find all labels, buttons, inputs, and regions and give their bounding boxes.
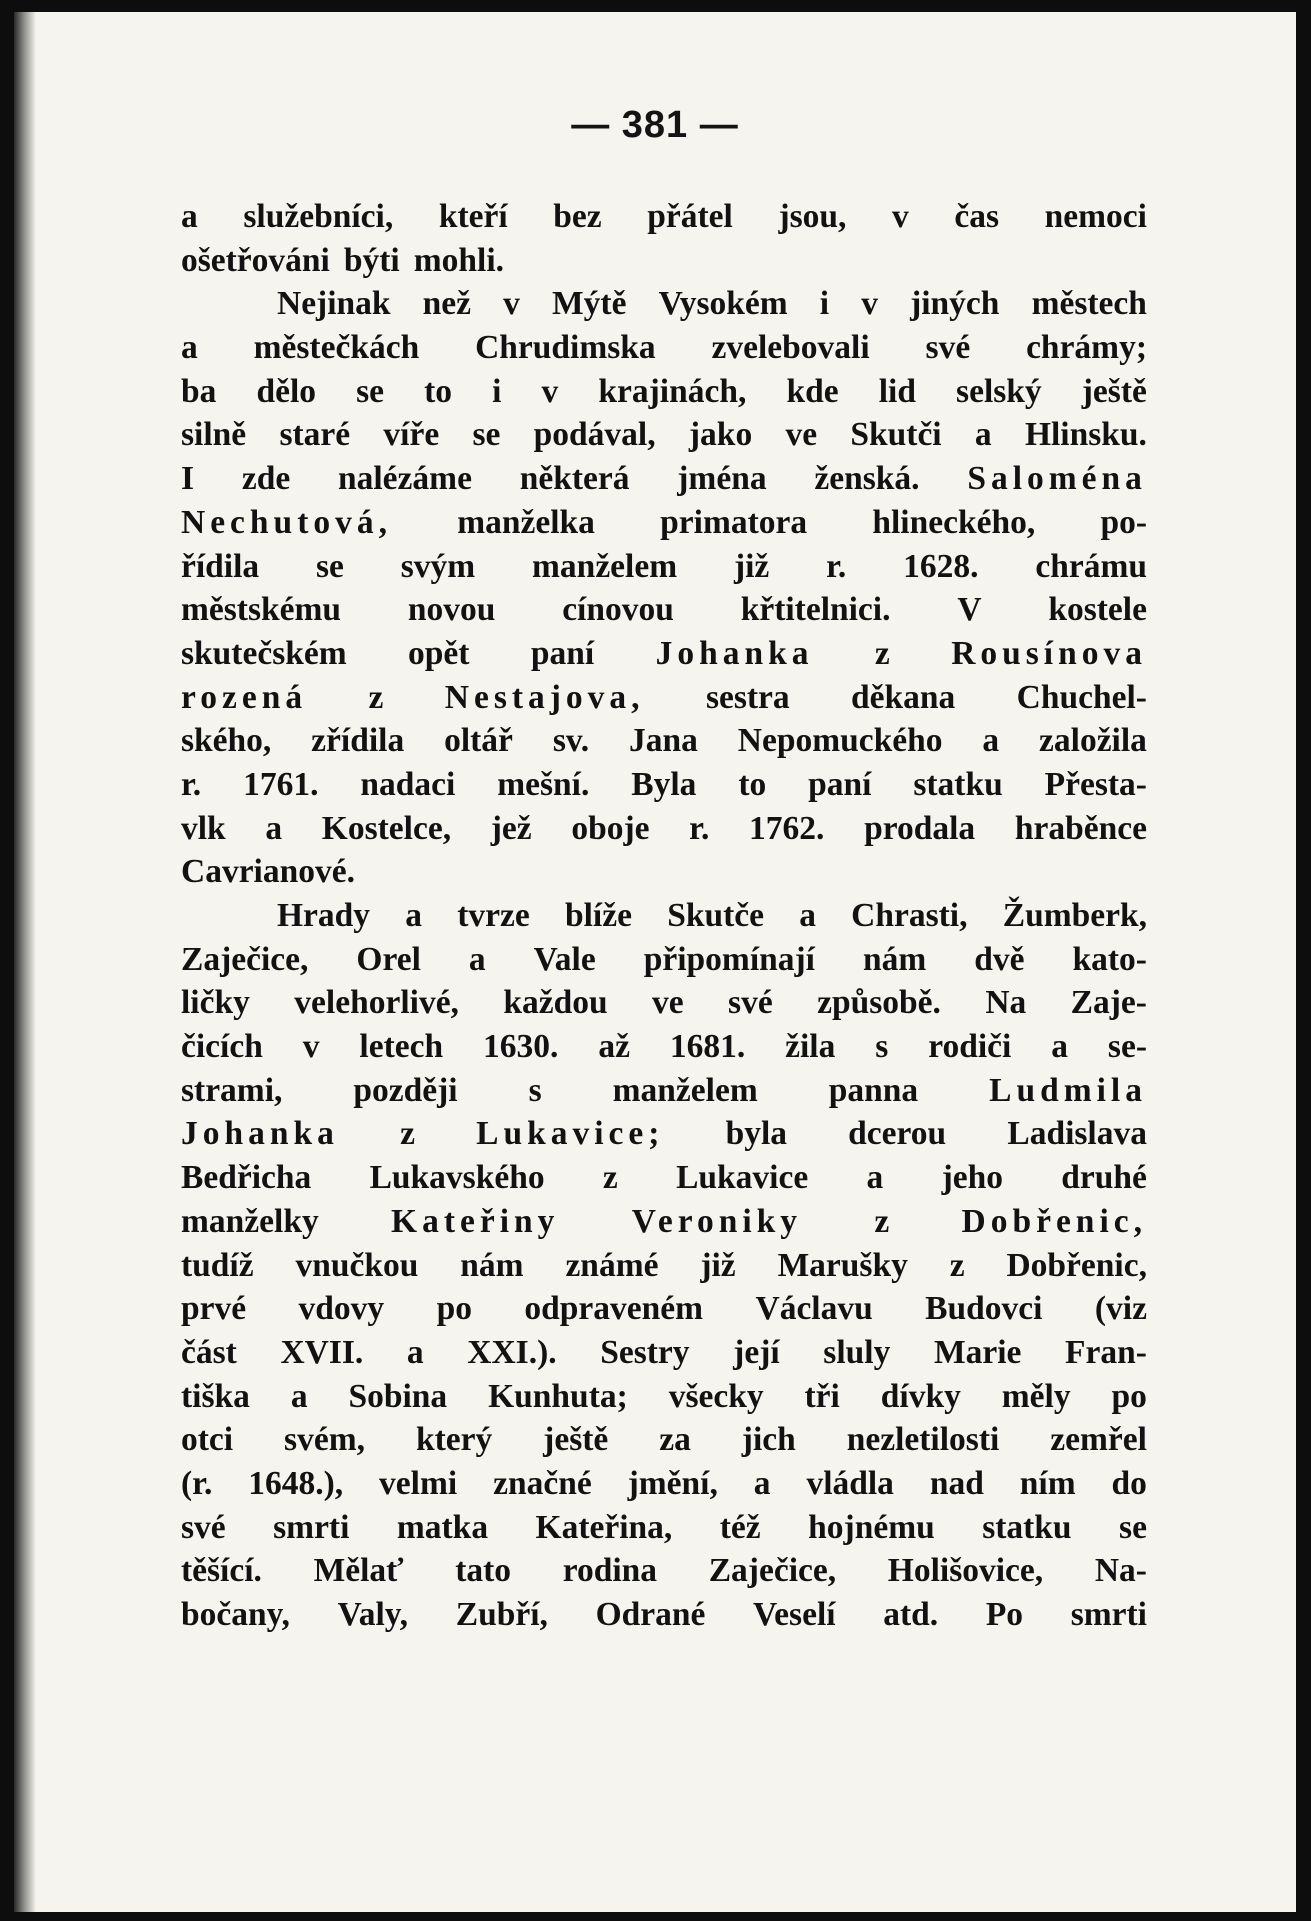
text-line: ského, zřídila oltář sv. Jana Nepomuckého a založila [181, 722, 1147, 760]
text-line: část XVII. a XXI.). Sestry její sluly Marie Fran- [181, 1333, 1147, 1371]
text-line: řídila se svým manželem již r. 1628. chrámu [181, 547, 1147, 585]
text-line: a služebníci, kteří bez přátel jsou, v čas nemoci [181, 198, 1147, 235]
text-line: městskému novou cínovou křtitelnici. V kostele [181, 591, 1147, 629]
page-number: — 381 — [571, 104, 739, 146]
body-text [181, 195, 1147, 1637]
spaced-name: Nestajova, [444, 678, 645, 716]
spaced-name: Johanka [655, 634, 814, 672]
text-line: Johanka z Lukavice; byla dcerou Ladislava [181, 1112, 1147, 1156]
paragraph-start-line: Nejinak než v Mýtě Vysokém i v jiných městech [277, 285, 1147, 323]
text-line: své smrti matka Kateřina, též hojnému statku se [181, 1508, 1147, 1546]
text-line: I zde nalézáme některá jména ženská. Saloména [181, 457, 1147, 501]
text-line: skutečském opět paní Johanka z Rousínova [181, 632, 1147, 676]
text-line: Bedřicha Lukavského z Lukavice a jeho druhé [181, 1159, 1147, 1197]
text-line: ličky velehorlivé, každou ve své způsobě. Na Zaje- [181, 984, 1147, 1022]
spaced-name: Ludmila [989, 1071, 1147, 1109]
text-line: Cavrianové. [181, 853, 355, 891]
spaced-name: Veroniky [631, 1202, 803, 1240]
spaced-name: Lukavice; [476, 1115, 665, 1153]
text-line: manželky Kateřiny Veroniky z Dobřenic, [181, 1200, 1147, 1244]
text-line: strami, později s manželem panna Ludmila [181, 1069, 1147, 1113]
text-line: r. 1761. nadaci mešní. Byla to paní statku Přesta- [181, 765, 1147, 803]
binding-shadow [14, 12, 36, 1912]
text-line: (r. 1648.), velmi značné jmění, a vládla nad ním do [181, 1464, 1147, 1502]
text-line: ba dělo se to i v krajinách, kde lid selský ještě [181, 372, 1147, 410]
text-line: otci svém, který ještě za jich nezletilosti zemřel [181, 1421, 1147, 1459]
paragraph-start-line: Hrady a tvrze blíže Skutče a Chrasti, Žumberk, [277, 897, 1147, 934]
text-line: Nechutová, manželka primatora hlineckého, po- [181, 501, 1147, 545]
text-line: tudíž vnučkou nám známé již Marušky z Dobřenic, [181, 1246, 1147, 1284]
spaced-name: Nechutová, [181, 503, 392, 541]
spaced-name: Johanka [181, 1115, 339, 1153]
text-line: těšící. Mělať tato rodina Zaječice, Holišovice, Na- [181, 1552, 1147, 1590]
text-line: bočany, Valy, Zubří, Odrané Veselí atd. Po smrti [181, 1596, 1147, 1633]
spaced-name: Saloména [967, 460, 1147, 498]
text-line: čicích v letech 1630. až 1681. žila s rodiči a se- [181, 1028, 1147, 1066]
text-line: rozená z Nestajova, sestra děkana Chuchel- [181, 676, 1147, 720]
text-line: a městečkách Chrudimska zvelebovali své chrámy; [181, 329, 1147, 367]
text-line: ošetřováni býti mohli. [181, 241, 505, 279]
text-line: Zaječice, Orel a Vale připomínají nám dvě kato- [181, 940, 1147, 978]
text-line: silně staré víře se podával, jako ve Skutči a Hlinsku. [181, 416, 1147, 454]
spaced-name: rozená [181, 678, 308, 716]
text-line: tiška a Sobina Kunhuta; všecky tři dívky měly po [181, 1377, 1147, 1415]
spaced-name: Dobřenic, [961, 1202, 1147, 1240]
text-line: vlk a Kostelce, jež oboje r. 1762. prodala hraběnce [181, 809, 1147, 847]
text-line: prvé vdovy po odpraveném Václavu Budovci (viz [181, 1290, 1147, 1328]
spaced-name: Rousínova [951, 634, 1147, 672]
spaced-name: Kateřiny [391, 1202, 560, 1240]
page-sheet [14, 12, 1296, 1912]
